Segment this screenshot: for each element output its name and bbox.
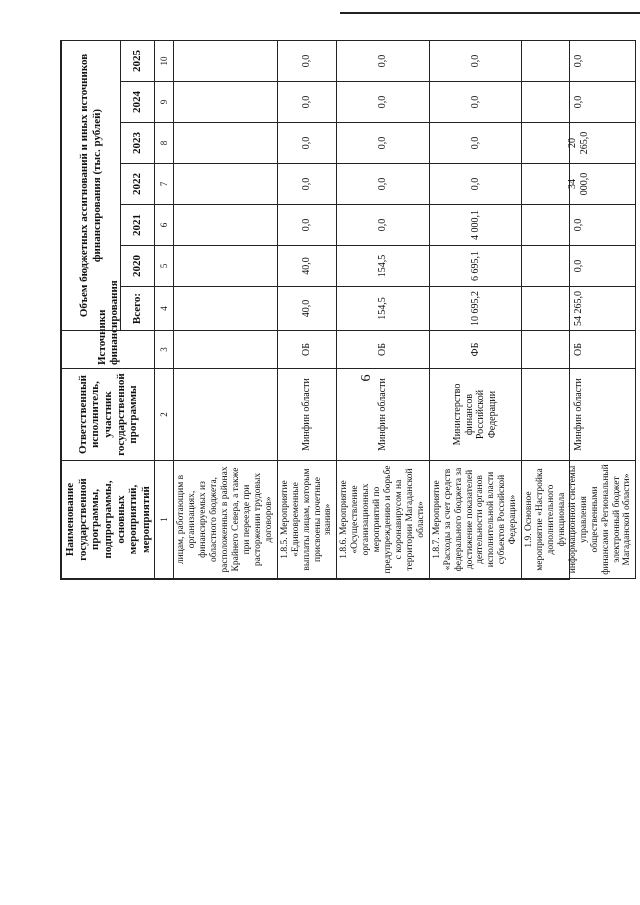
row-value: 0,0 bbox=[277, 164, 337, 205]
row-value bbox=[174, 40, 277, 81]
table-row bbox=[337, 40, 429, 578]
index-cell: 8 bbox=[155, 123, 174, 164]
row-value: 0,0 bbox=[522, 246, 636, 287]
row-value: 0,0 bbox=[337, 205, 429, 246]
row-responsible: Минфин области bbox=[522, 369, 636, 461]
row-value: 154,5 bbox=[337, 246, 429, 287]
header-total: Всего: bbox=[121, 287, 155, 331]
header-name: Наименование государственной программы, подпрограммы, основных мероприятий, мероприятий bbox=[62, 461, 155, 579]
top-rule bbox=[340, 12, 640, 14]
row-value: 0,0 bbox=[522, 82, 636, 123]
row-value: 0,0 bbox=[337, 82, 429, 123]
row-value: 0,0 bbox=[337, 164, 429, 205]
row-source: ФБ bbox=[429, 331, 521, 369]
row-value bbox=[174, 205, 277, 246]
budget-table bbox=[61, 40, 636, 579]
index-cell: 6 bbox=[155, 205, 174, 246]
row-value: 20 265,0 bbox=[522, 123, 636, 164]
row-responsible bbox=[174, 369, 277, 461]
header-source: Источники финансирования bbox=[62, 331, 155, 369]
index-cell: 7 bbox=[155, 164, 174, 205]
row-source bbox=[174, 331, 277, 369]
row-name: лицам, работающим в организациях, финансируемых из областного бюджета, расположенных в районах Крайнего Севера, а также при переезде при расторжении трудовых договоров» bbox=[174, 461, 277, 579]
budget-table-frame bbox=[60, 40, 633, 580]
index-cell: 9 bbox=[155, 82, 174, 123]
row-value: 0,0 bbox=[277, 40, 337, 81]
index-cell: 10 bbox=[155, 40, 174, 81]
row-source: ОБ bbox=[522, 331, 636, 369]
row-value: 0,0 bbox=[522, 40, 636, 81]
row-value bbox=[174, 123, 277, 164]
row-value: 0,0 bbox=[277, 205, 337, 246]
index-cell: 3 bbox=[155, 331, 174, 369]
index-cell: 5 bbox=[155, 246, 174, 287]
row-value: 0,0 bbox=[277, 82, 337, 123]
row-name: 1.8.5. Мероприятие «Единовременные выплаты лицам, которым присвоены почетные звания» bbox=[277, 461, 337, 579]
row-value: 0,0 bbox=[429, 82, 521, 123]
table-row bbox=[429, 40, 521, 578]
row-name: 1.8.6. Мероприятие «Осуществление организационных мероприятий по предупреждению и борьбе с коронавирусом на территории Магаданской области» bbox=[337, 461, 429, 579]
row-source: ОБ bbox=[277, 331, 337, 369]
header-year: 2024 bbox=[121, 82, 155, 123]
table-row bbox=[277, 40, 337, 578]
row-value: 0,0 bbox=[429, 164, 521, 205]
row-value: 0,0 bbox=[337, 123, 429, 164]
row-value: 4 000,1 bbox=[429, 205, 521, 246]
header-year: 2023 bbox=[121, 123, 155, 164]
row-name: 1.8.7. Мероприятие «Расходы за счет средств федерального бюджета за достижение показателей деятельности органов исполнительной власти субъектов Российской Федерации» bbox=[429, 461, 521, 579]
row-value: 0,0 bbox=[337, 40, 429, 81]
page-number: 6 bbox=[359, 374, 374, 382]
row-value bbox=[174, 246, 277, 287]
row-total: 40,0 bbox=[277, 287, 337, 331]
table-row bbox=[174, 40, 277, 578]
row-responsible: Минфин области bbox=[337, 369, 429, 461]
row-value: 40,0 bbox=[277, 246, 337, 287]
index-cell: 1 bbox=[155, 461, 174, 579]
header-volume: Объем бюджетных ассигнований и иных источников финансирования (тыс. рублей) bbox=[62, 40, 121, 330]
row-value: 0,0 bbox=[429, 123, 521, 164]
header-row-1 bbox=[62, 40, 121, 578]
row-value: 6 695,1 bbox=[429, 246, 521, 287]
header-year: 2022 bbox=[121, 164, 155, 205]
index-cell: 4 bbox=[155, 287, 174, 331]
row-value: 0,0 bbox=[277, 123, 337, 164]
header-year: 2025 bbox=[121, 40, 155, 81]
row-value bbox=[174, 82, 277, 123]
row-total: 154,5 bbox=[337, 287, 429, 331]
header-responsible: Ответственный исполнитель, участник государственной программы bbox=[62, 369, 155, 461]
header-year: 2020 bbox=[121, 246, 155, 287]
row-value: 34 000,0 bbox=[522, 164, 636, 205]
row-responsible: Министерство финансов Российской Федерации bbox=[429, 369, 521, 461]
index-cell: 2 bbox=[155, 369, 174, 461]
rotated-table-container bbox=[61, 41, 633, 579]
index-row bbox=[155, 40, 174, 578]
row-total bbox=[174, 287, 277, 331]
row-total: 10 695,2 bbox=[429, 287, 521, 331]
row-value bbox=[174, 164, 277, 205]
row-total: 54 265,0 bbox=[522, 287, 636, 331]
row-value: 0,0 bbox=[522, 205, 636, 246]
header-year: 2021 bbox=[121, 205, 155, 246]
row-value: 0,0 bbox=[429, 40, 521, 81]
row-responsible: Минфин области bbox=[277, 369, 337, 461]
row-source: ОБ bbox=[337, 331, 429, 369]
row-name: 1.9. Основное мероприятие «Настройка дополнительного функционала информационной системы управления общественными финансами «Региональный электронный бюджет Магаданской области» bbox=[522, 461, 636, 579]
table-row bbox=[522, 40, 636, 578]
